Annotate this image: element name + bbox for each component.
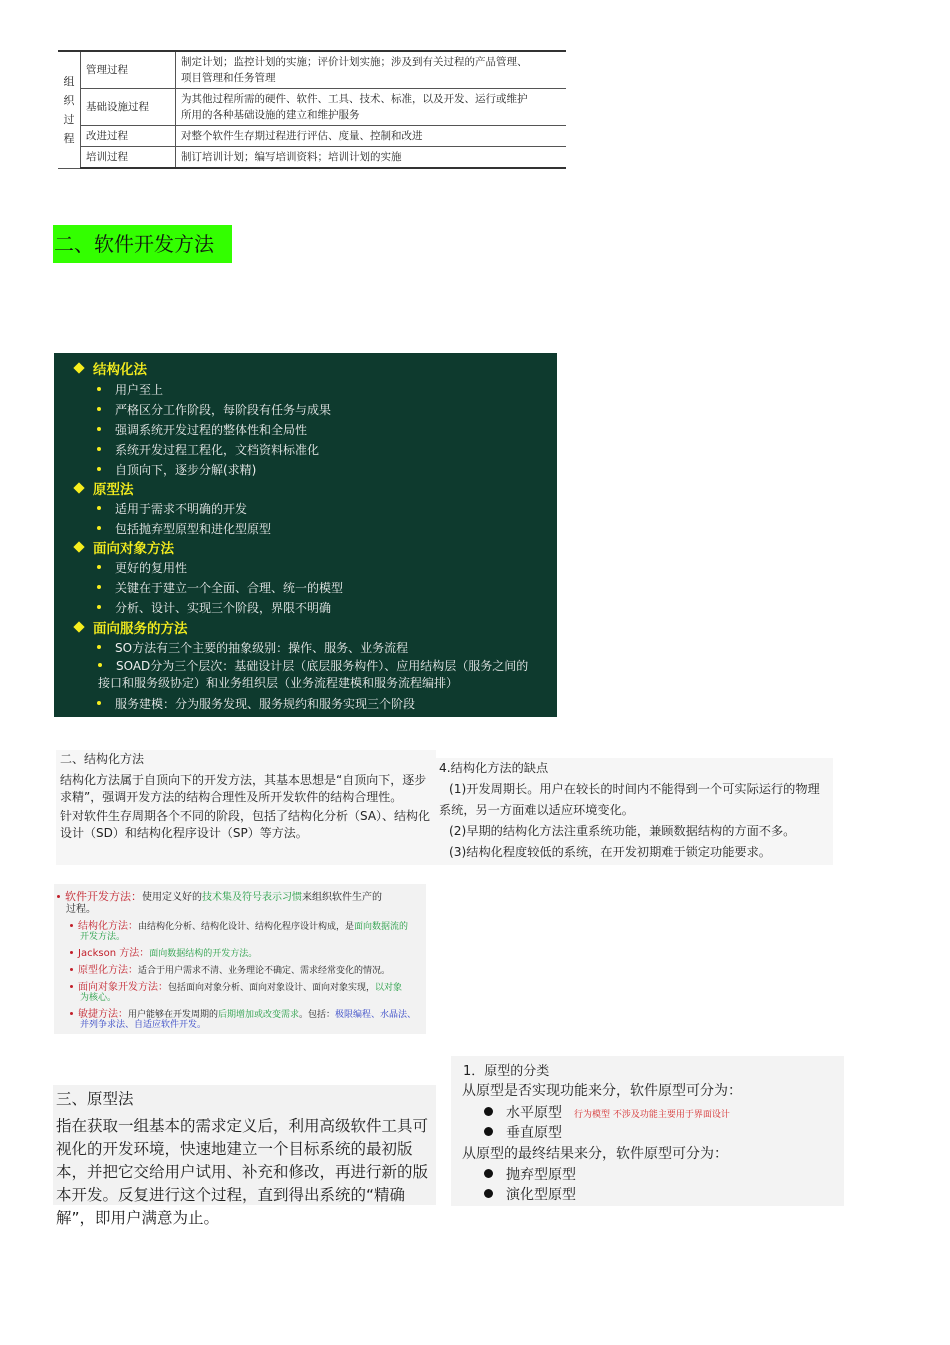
slide-point: 用户至上 xyxy=(97,381,163,399)
ptype-item: 演化型原型 xyxy=(484,1184,576,1204)
dot-bullet-icon xyxy=(57,895,60,898)
process-desc: 为其他过程所需的硬件、软件、工具、技术、标准，以及开发、运行或维护 所用的各种基础设施的建立和维护服务 xyxy=(176,89,567,126)
ptype-item: 垂直原型 xyxy=(484,1122,562,1142)
dot-bullet-icon xyxy=(97,427,101,431)
prototype-box xyxy=(53,1085,436,1227)
handwritten-note: 行为模型 不涉及功能主要用于界面设计 xyxy=(574,1110,730,1120)
dev-method-cont: 并列争求法、自适应软件开发。 xyxy=(80,1020,207,1030)
dot-bullet-icon xyxy=(97,585,101,589)
slide-point: SOAD分为三个层次：基础设计层（底层服务构件）、应用结构层（服务之间的接口和服务级协定）和业务组织层（业务流程建模和服务流程编排） xyxy=(98,659,529,690)
flaws-title: 4.结构化方法的缺点 xyxy=(439,761,549,775)
slide-point: 分析、设计、实现三个阶段，界限不明确 xyxy=(97,599,331,617)
dot-bullet-icon xyxy=(484,1107,493,1116)
section-heading: 二、软件开发方法 xyxy=(53,225,232,263)
methods-slide xyxy=(54,353,557,717)
structured-para: 结构化方法属于自顶向下的开发方法，其基本思想是“自顶向下，逐步求精”，强调开发方法的结构合理性及所开发软件的结构合理性。 xyxy=(60,772,427,804)
dev-intro: 软件开发方法：使用定义好的技术集及符号表示习惯来组织软件生产的 xyxy=(57,890,382,904)
diamond-bullet-icon xyxy=(73,482,84,493)
structured-title: 二、结构化方法 xyxy=(60,752,145,766)
dot-bullet-icon xyxy=(97,467,101,471)
dot-bullet-icon xyxy=(97,387,101,391)
process-name: 改进过程 xyxy=(81,126,176,147)
process-table xyxy=(58,50,566,169)
process-desc: 对整个软件生存期过程进行评估、度量、控制和改进 xyxy=(176,126,567,147)
dev-method: 面向对象开发方法：包括面向对象分析、面向对象设计、面向对象实现，以对象 xyxy=(70,981,402,995)
dev-intro-cont: 过程。 xyxy=(66,904,96,915)
slide-category: 面向服务的方法 xyxy=(72,619,188,639)
structured-para: 针对软件生存周期各个不同的阶段，包括了结构化分析（SA）、结构化设计（SD）和结构化程序设计（SP）等方法。 xyxy=(60,808,431,840)
dev-method-cont: 开发方法。 xyxy=(80,932,126,942)
dot-bullet-icon xyxy=(97,701,101,705)
process-desc: 制定计划；监控计划的实施；评价计划实施；涉及到有关过程的产品管理、 项目管理和任务管理 xyxy=(176,51,567,89)
group-label: 组 织 过 程 xyxy=(58,51,81,168)
dot-bullet-icon xyxy=(97,526,101,530)
ptype-title: 1．原型的分类 xyxy=(463,1064,550,1079)
diamond-bullet-icon xyxy=(73,362,84,373)
slide-point: 自顶向下，逐步分解(求精) xyxy=(97,461,256,479)
dot-bullet-icon xyxy=(484,1189,493,1198)
slide-point: 包括抛弃型原型和进化型原型 xyxy=(97,520,271,538)
dot-bullet-icon xyxy=(484,1127,493,1136)
dot-bullet-icon xyxy=(97,506,101,510)
slide-point: 适用于需求不明确的开发 xyxy=(97,500,247,518)
slide-category: 结构化法 xyxy=(72,360,147,380)
dot-bullet-icon xyxy=(97,407,101,411)
prototype-title: 三、原型法 xyxy=(56,1090,134,1108)
slide-category: 原型法 xyxy=(72,480,134,500)
prototype-types-box xyxy=(451,1056,844,1206)
slide-point: 关键在于建立一个全面、合理、统一的模型 xyxy=(97,579,343,597)
structured-flaws-box xyxy=(436,758,833,865)
process-name: 基础设施过程 xyxy=(81,89,176,126)
table-row xyxy=(58,51,566,89)
table-row xyxy=(58,126,566,147)
dot-bullet-icon xyxy=(97,565,101,569)
dot-bullet-icon xyxy=(70,985,73,988)
dev-method: 敏捷方法：用户能够在开发周期的后期增加或改变需求。包括：极限编程、水晶法、 xyxy=(70,1008,416,1022)
diamond-bullet-icon xyxy=(73,541,84,552)
slide-point: 服务建模：分为服务发现、服务规约和服务实现三个阶段 xyxy=(97,695,415,713)
structured-method-box xyxy=(56,750,436,865)
prototype-para: 指在获取一组基本的需求定义后，利用高级软件工具可视化的开发环境，快速地建立一个目标系统的最初版本，并把它交给用户试用、补充和修改，再进行新的版本开发。反复进行这个过程，直到得出系统的“精确解”，即用户满意为止。 xyxy=(56,1117,429,1227)
process-desc: 制订培训计划；编写培训资料；培训计划的实施 xyxy=(176,147,567,169)
ptype-question: 从原型的最终结果来分，软件原型可分为： xyxy=(462,1146,728,1162)
dev-method: 原型化方法：适合于用户需求不清、业务理论不确定、需求经常变化的情况。 xyxy=(70,964,390,978)
flaws-item: (1)开发周期长。用户在较长的时间内不能得到一个可实际运行的物理系统，另一方面难以适应环境变化。 xyxy=(439,782,820,817)
slide-category: 面向对象方法 xyxy=(72,539,174,559)
dot-bullet-icon xyxy=(97,645,101,649)
process-name: 管理过程 xyxy=(81,51,176,89)
slide-point: SO方法有三个主要的抽象级别：操作、服务、业务流程 xyxy=(97,639,408,657)
dot-bullet-icon xyxy=(70,924,73,927)
diamond-bullet-icon xyxy=(73,621,84,632)
dot-bullet-icon xyxy=(484,1169,493,1178)
slide-point: 严格区分工作阶段，每阶段有任务与成果 xyxy=(97,401,331,419)
dev-method: 结构化方法：由结构化分析、结构化设计、结构化程序设计构成，是面向数据流的 xyxy=(70,920,408,934)
dot-bullet-icon xyxy=(97,447,101,451)
ptype-item: 抛弃型原型 xyxy=(484,1164,576,1184)
dot-bullet-icon xyxy=(70,968,73,971)
dev-method: Jackson 方法：面向数据结构的开发方法。 xyxy=(70,947,257,961)
slide-point: 更好的复用性 xyxy=(97,559,187,577)
dot-bullet-icon xyxy=(98,663,102,667)
dev-method-cont: 为核心。 xyxy=(80,993,117,1003)
dot-bullet-icon xyxy=(70,951,73,954)
dot-bullet-icon xyxy=(70,1012,73,1015)
slide-point: 强调系统开发过程的整体性和全局性 xyxy=(97,421,307,439)
process-name: 培训过程 xyxy=(81,147,176,169)
ptype-item: 水平原型 行为模型 不涉及功能主要用于界面设计 xyxy=(484,1102,730,1122)
dev-methods-box xyxy=(54,884,426,1034)
table-row xyxy=(58,147,566,169)
table-row xyxy=(58,89,566,126)
flaws-item: (3)结构化程度较低的系统，在开发初期难于锁定功能要求。 xyxy=(449,845,771,859)
slide-point: 系统开发过程工程化，文档资料标准化 xyxy=(97,441,319,459)
ptype-question: 从原型是否实现功能来分，软件原型可分为： xyxy=(462,1083,742,1099)
dot-bullet-icon xyxy=(97,605,101,609)
flaws-item: (2)早期的结构化方法注重系统功能，兼顾数据结构的方面不多。 xyxy=(449,824,796,838)
